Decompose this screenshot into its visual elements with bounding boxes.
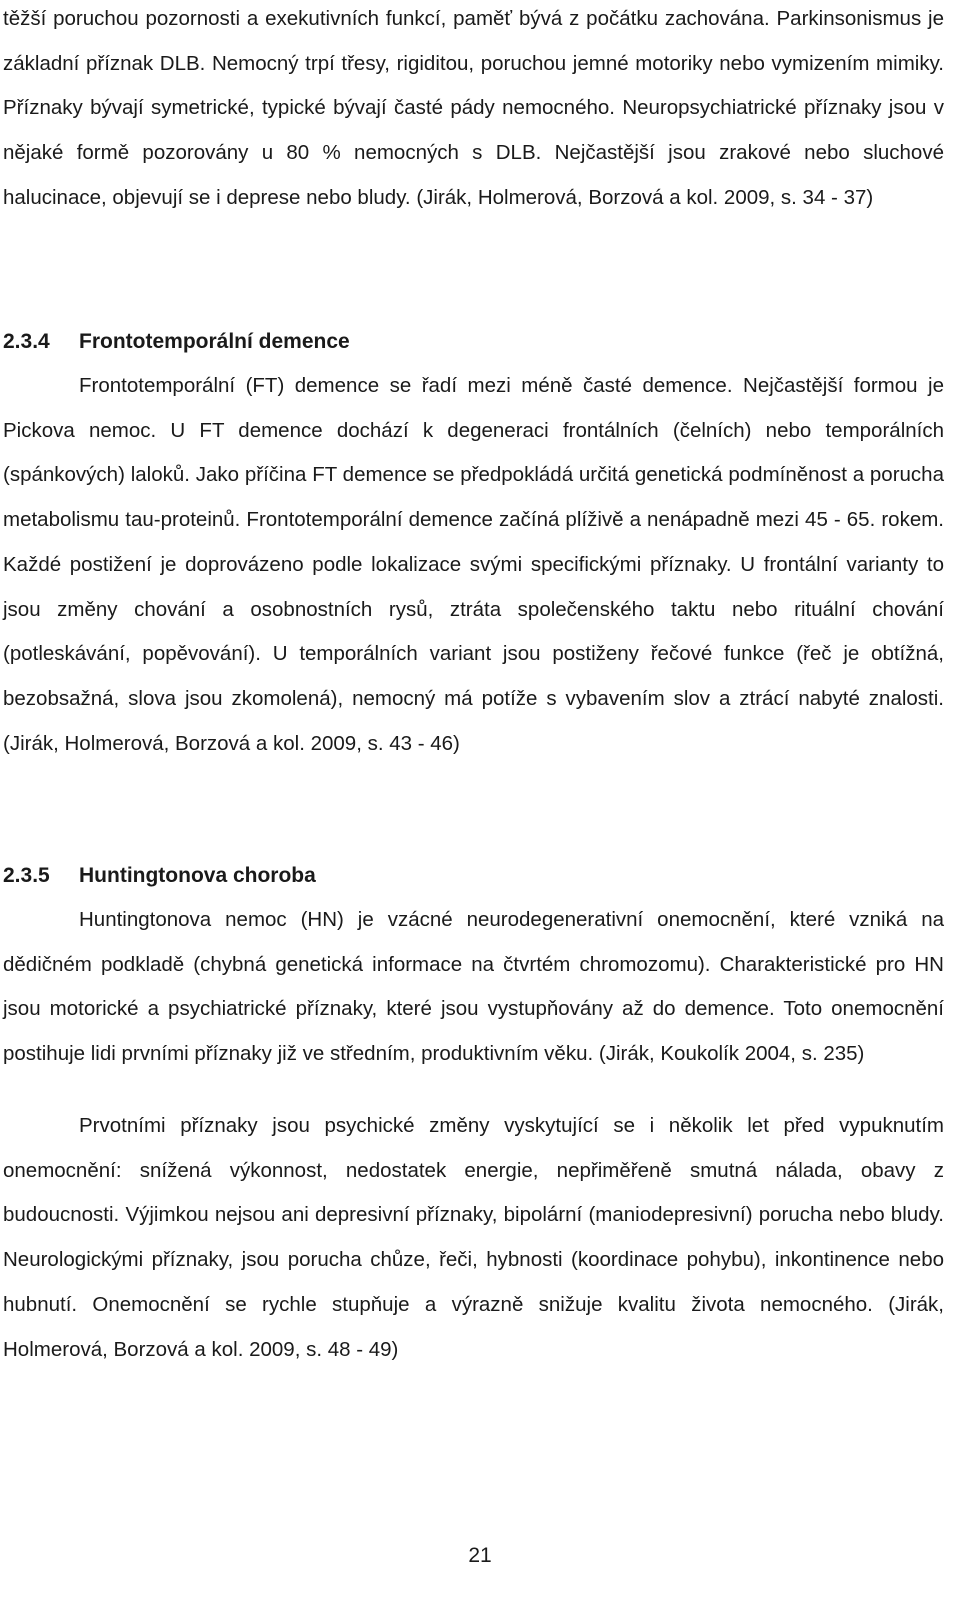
section-title: Huntingtonova choroba — [79, 864, 316, 887]
section-number: 2.3.4 — [3, 330, 50, 353]
section-number: 2.3.5 — [3, 864, 50, 887]
section-title: Frontotemporální demence — [79, 330, 350, 353]
paragraph-frontotemporal: Frontotemporální (FT) demence se řadí mezi méně časté demence. Nejčastější formou je Pickova nemoc. U FT demence dochází k degeneraci frontálních (čelních) nebo temporálních (spánkových) laloků. Jako příčina FT demence se předpokládá určitá genetická podmíněnost a porucha metabolismu tau-proteinů. Frontotemporální demence začíná plíživě a nenápadně mezi 45 - 65. rokem. Každé postižení je doprovázeno podle lokalizace svými specifickými příznaky. U frontální varianty to jsou změny chování a osobnostních rysů, ztráta společenského taktu nebo rituální chování (potleskávání, popěvování). U temporálních variant jsou postiženy řečové funkce (řeč je obtížná, bezobsažná, slova jsou zkomolená), nemocný má potíže s vybavením slov a ztrácí nabyté znalosti. (Jirák, Holmerová, Borzová a kol. 2009, s. 43 - 46) — [3, 374, 944, 755]
page-number: 21 — [468, 1544, 492, 1567]
paragraph-huntington-symptoms: Prvotními příznaky jsou psychické změny vyskytující se i několik let před vypuknutím onemocnění: snížená výkonnost, nedostatek energie, nepřiměřeně smutná nálada, obavy z budoucnosti. Výjimkou nejsou ani depresivní příznaky, bipolární (maniodepresivní) porucha nebo bludy. Neurologickými příznaky, jsou porucha chůze, řeči, hybnosti (koordinace pohybu), inkontinence nebo hubnutí. Onemocnění se rychle stupňuje a výrazně snižuje kvalitu života nemocného. (Jirák, Holmerová, Borzová a kol. 2009, s. 48 - 49) — [3, 1114, 944, 1361]
section-heading-frontotemporal — [3, 327, 350, 357]
paragraph-huntington-intro: Huntingtonova nemoc (HN) je vzácné neurodegenerativní onemocnění, které vzniká na dědičném podkladě (chybná genetická informace na čtvrtém chromozomu). Charakteristické pro HN jsou motorické a psychiatrické příznaky, které jsou vystupňovány až do demence. Toto onemocnění postihuje lidi prvními příznaky již ve středním, produktivním věku. (Jirák, Koukolík 2004, s. 235) — [3, 908, 944, 1066]
section-heading-huntington — [3, 861, 316, 891]
paragraph-dlb-continuation: těžší poruchou pozornosti a exekutivních funkcí, paměť bývá z počátku zachována. Parkinsonismus je základní příznak DLB. Nemocný trpí třesy, rigiditou, poruchou jemné motoriky nebo vymizením mimiky. Příznaky bývají symetrické, typické bývají časté pády nemocného. Neuropsychiatrické příznaky jsou v nějaké formě pozorovány u 80 % nemocných s DLB. Nejčastější jsou zrakové nebo sluchové halucinace, objevují se i deprese nebo bludy. (Jirák, Holmerová, Borzová a kol. 2009, s. 34 - 37) — [3, 7, 944, 209]
